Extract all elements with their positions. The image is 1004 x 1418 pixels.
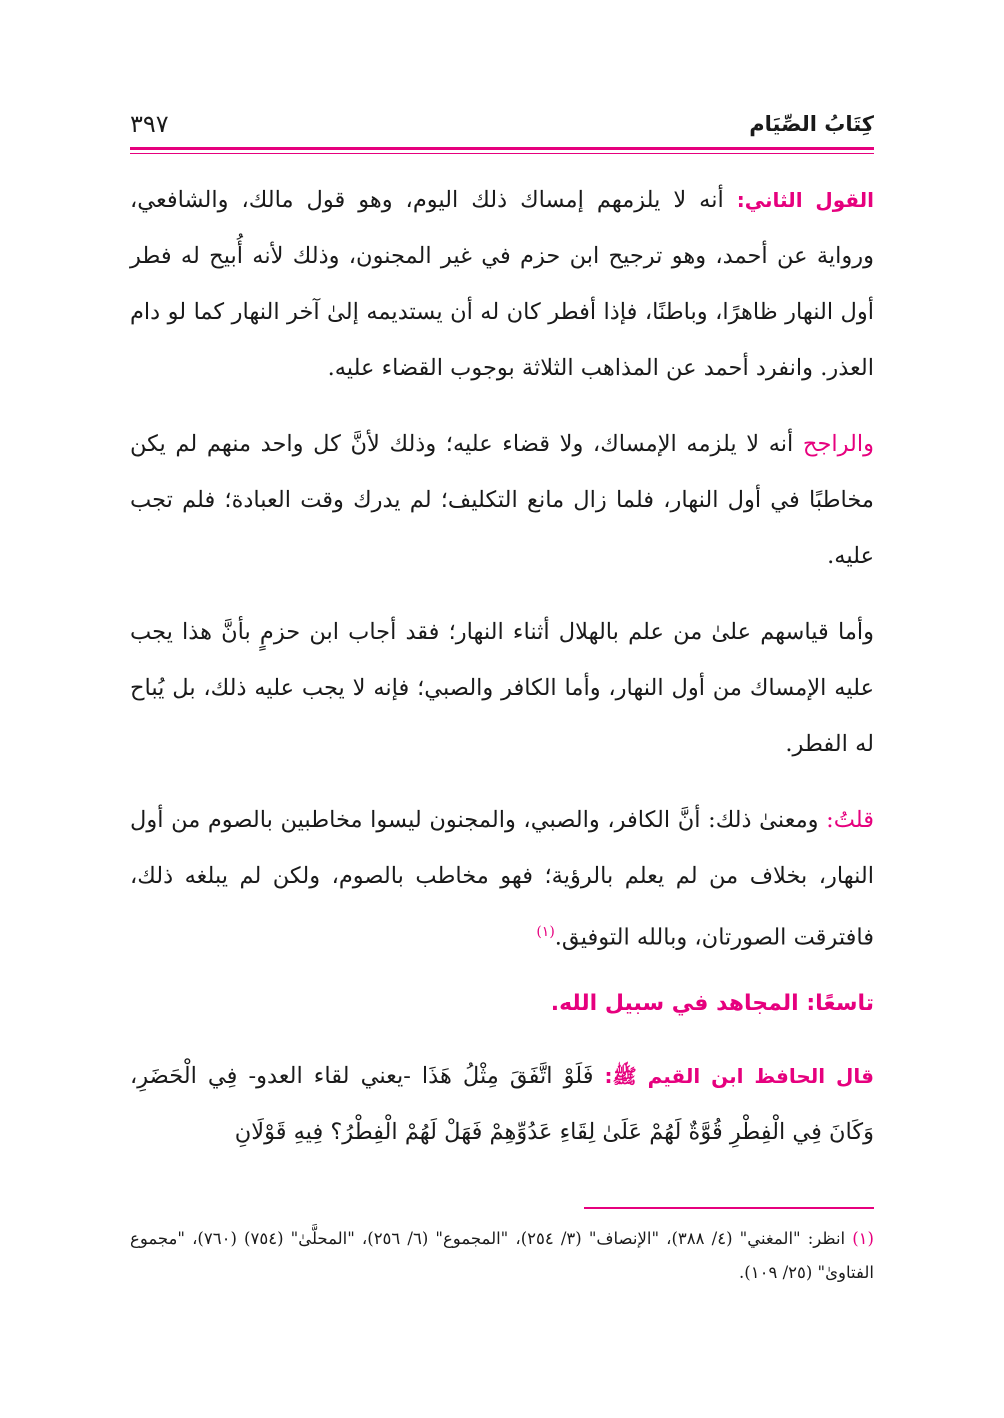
footnote-separator <box>584 1207 874 1209</box>
paragraph-preferred-opinion <box>130 416 874 584</box>
paragraph-label: القول الثاني: <box>736 188 875 212</box>
header-rule-thin <box>130 153 874 154</box>
header-rule-thick <box>130 147 874 150</box>
paragraph-text: ومعنىٰ ذلك: أنَّ الكافر، والصبي، والمجنون ليسوا مخاطبين بالصوم من أول النهار، بخلاف من لم يعلم بالرؤية؛ فهو مخاطب بالصوم، ولكن لم يبلغه ذلك، فافترقت الصورتان، وبالله التوفيق. <box>130 807 874 951</box>
paragraph-author-note <box>130 792 874 966</box>
paragraph-ibn-qayyim-quote <box>130 1048 874 1160</box>
paragraph-analogy <box>130 604 874 772</box>
page-number: ٣٩٧ <box>130 110 169 138</box>
footnote-number: (١) <box>852 1229 874 1248</box>
running-title: كِتَابُ الصِّيَام <box>749 112 874 136</box>
paragraph-label: قلتُ: <box>826 807 874 833</box>
paragraph-label: والراجح <box>802 431 874 457</box>
paragraph-text: أنه لا يلزمه الإمساك، ولا قضاء عليه؛ وذلك لأنَّ كل واحد منهم لم يكن مخاطبًا في أول النهار، فلما زال مانع التكليف؛ لم يدرك وقت العبادة؛ فلم تجب عليه. <box>130 431 874 569</box>
paragraph-text: أنه لا يلزمهم إمساك ذلك اليوم، وهو قول مالك، والشافعي، ورواية عن أحمد، وهو ترجيح ابن حزم في غير المجنون، وذلك لأنه أُبيح له فطر أول النهار ظاهرًا، وباطنًا، فإذا أفطر كان له أن يستديمه إلىٰ آخر النهار كما لو دام العذر. وانفرد أحمد عن المذاهب الثلاثة بوجوب القضاء عليه. <box>130 187 874 381</box>
page-body <box>130 172 874 1180</box>
footnote <box>130 1222 874 1290</box>
page-header <box>130 110 874 146</box>
footnote-reference[interactable]: (١) <box>536 924 555 940</box>
paragraph-text: فَلَوْ اتَّفَقَ مِثْلُ هَذَا -يعني لقاء العدو- فِي الْحَضَرِ، وَكَانَ فِي الْفِطْرِ قُوَّةٌ لَهُمْ عَلَىٰ لِقَاءِ عَدُوِّهِمْ فَهَلْ لَهُمْ الْفِطْرُ؟ فِيهِ قَوْلَانِ <box>130 1062 874 1145</box>
paragraph-text: وأما قياسهم علىٰ من علم بالهلال أثناء النهار؛ فقد أجاب ابن حزمٍ بأنَّ هذا يجب عليه الإمساك من أول النهار، وأما الكافر والصبي؛ فإنه لا يجب عليه ذلك، بل يُباح له الفطر. <box>130 619 874 757</box>
paragraph-label: قال الحافظ ابن القيم ﷺ: <box>604 1063 874 1088</box>
paragraph-second-opinion <box>130 172 874 396</box>
footnote-text: انظر: "المغني" (٤/ ٣٨٨)، "الإنصاف" (٣/ ٢٥٤)، "المجموع" (٦/ ٢٥٦)، "المحلَّىٰ" (٧٥٤) (٧٦٠)، "مجموع الفتاوىٰ" (٢٥/ ١٠٩). <box>130 1229 874 1282</box>
section-heading: تاسعًا: المجاهد في سبيل الله. <box>550 990 874 1016</box>
